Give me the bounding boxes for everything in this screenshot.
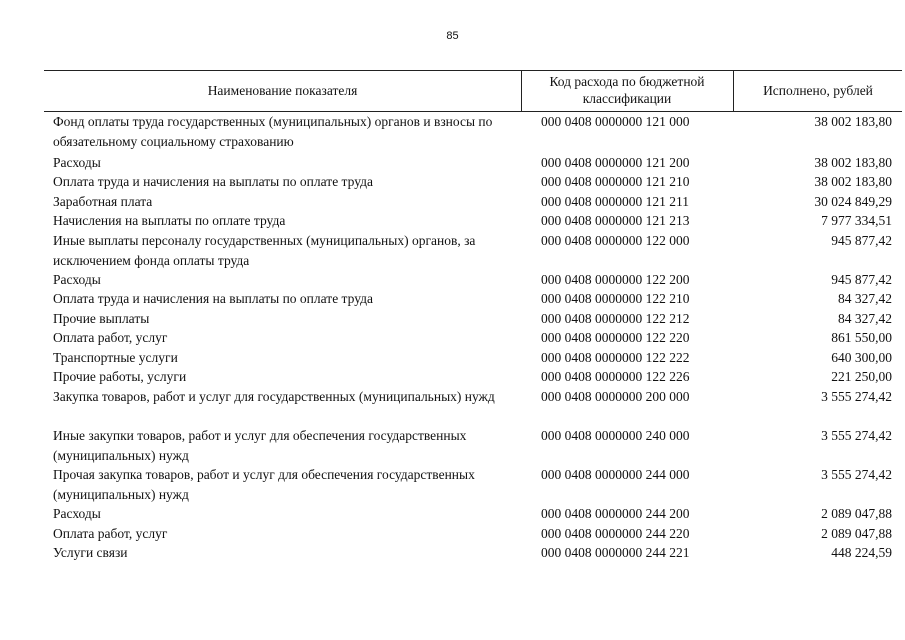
row-amount: 861 550,00 — [831, 330, 892, 345]
row-amount: 221 250,00 — [831, 369, 892, 384]
row-code: 000 0408 0000000 122 212 — [541, 311, 690, 326]
row-name: Расходы — [53, 272, 101, 287]
row-amount: 448 224,59 — [831, 545, 892, 560]
row-code: 000 0408 0000000 122 220 — [541, 330, 690, 345]
row-code: 000 0408 0000000 122 222 — [541, 350, 690, 365]
row-code: 000 0408 0000000 122 226 — [541, 369, 690, 384]
row-amount: 3 555 274,42 — [821, 428, 892, 443]
row-name: Расходы — [53, 155, 101, 170]
row-name: Прочие выплаты — [53, 311, 150, 326]
row-name: Закупка товаров, работ и услуг для государственных (муниципальных) нужд — [53, 389, 495, 404]
row-amount: 945 877,42 — [831, 272, 892, 287]
page-number: 85 — [446, 30, 459, 42]
row-name: Прочие работы, услуги — [53, 369, 187, 384]
row-amount: 945 877,42 — [831, 233, 892, 248]
row-name: Оплата труда и начисления на выплаты по оплате труда — [53, 174, 373, 189]
row-amount: 7 977 334,51 — [821, 213, 892, 228]
row-code: 000 0408 0000000 122 210 — [541, 291, 690, 306]
row-code: 000 0408 0000000 244 200 — [541, 506, 690, 521]
row-amount: 3 555 274,42 — [821, 467, 892, 482]
header-code: Код расхода по бюджетной классификации — [549, 74, 705, 106]
header-executed: Исполнено, рублей — [763, 83, 873, 98]
row-amount: 2 089 047,88 — [821, 506, 892, 521]
row-name: Иные выплаты персоналу государственных (муниципальных) органов, за исключением фонда оплаты труда — [53, 233, 476, 268]
row-amount: 38 002 183,80 — [814, 114, 892, 129]
row-code: 000 0408 0000000 121 211 — [541, 194, 689, 209]
row-name: Начисления на выплаты по оплате труда — [53, 213, 286, 228]
row-name: Иные закупки товаров, работ и услуг для обеспечения государственных (муниципальных) нужд — [53, 428, 467, 463]
expenses-table — [44, 70, 902, 560]
row-code: 000 0408 0000000 122 200 — [541, 272, 690, 287]
row-amount: 640 300,00 — [831, 350, 892, 365]
row-name: Заработная плата — [53, 194, 153, 209]
row-amount: 38 002 183,80 — [814, 174, 892, 189]
row-name: Расходы — [53, 506, 101, 521]
row-code: 000 0408 0000000 121 000 — [541, 114, 690, 129]
row-code: 000 0408 0000000 244 000 — [541, 467, 690, 482]
row-code: 000 0408 0000000 240 000 — [541, 428, 690, 443]
row-amount: 84 327,42 — [838, 311, 892, 326]
row-code: 000 0408 0000000 121 210 — [541, 174, 690, 189]
row-code: 000 0408 0000000 244 220 — [541, 526, 690, 541]
header-name: Наименование показателя — [207, 83, 358, 98]
table-header — [44, 70, 902, 112]
row-name: Оплата работ, услуг — [53, 330, 168, 345]
row-amount: 84 327,42 — [838, 291, 892, 306]
row-name: Фонд оплаты труда государственных (муниципальных) органов и взносы по обязательному социальному страхованию — [53, 114, 493, 149]
row-name: Прочая закупка товаров, работ и услуг для обеспечения государственных (муниципальных) нужд — [53, 467, 475, 502]
row-code: 000 0408 0000000 121 200 — [541, 155, 690, 170]
row-amount: 30 024 849,29 — [814, 194, 892, 209]
row-code: 000 0408 0000000 200 000 — [541, 389, 690, 404]
row-name: Оплата труда и начисления на выплаты по оплате труда — [53, 291, 373, 306]
row-amount: 38 002 183,80 — [814, 155, 892, 170]
row-code: 000 0408 0000000 121 213 — [541, 213, 690, 228]
row-amount: 2 089 047,88 — [821, 526, 892, 541]
row-name: Оплата работ, услуг — [53, 526, 168, 541]
row-code: 000 0408 0000000 122 000 — [541, 233, 690, 248]
row-name: Транспортные услуги — [53, 350, 178, 365]
row-code: 000 0408 0000000 244 221 — [541, 545, 690, 560]
row-name: Услуги связи — [53, 545, 128, 560]
row-amount: 3 555 274,42 — [821, 389, 892, 404]
